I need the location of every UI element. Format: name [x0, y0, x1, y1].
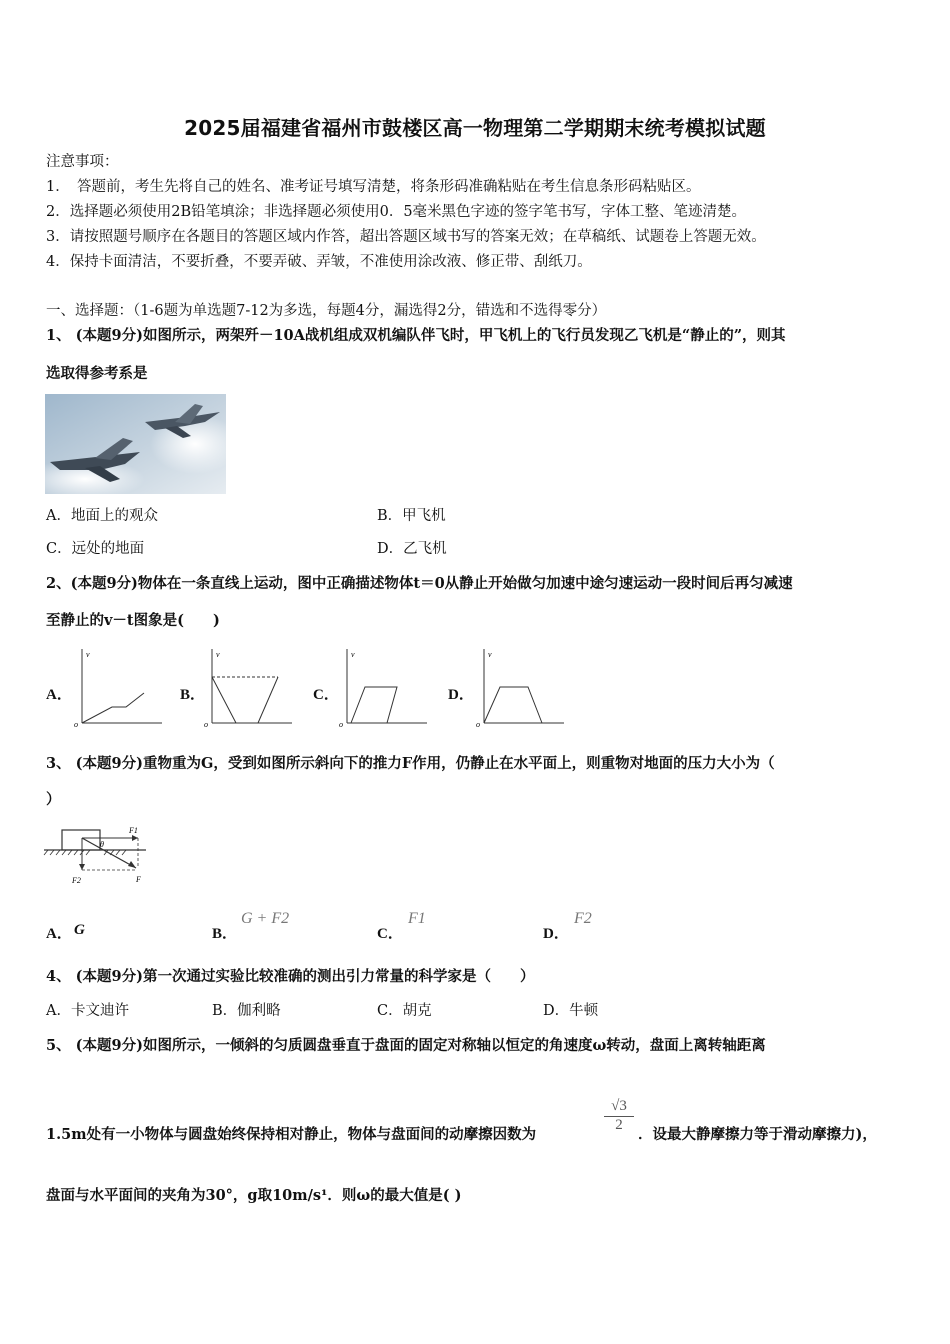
axis-o-label: o	[204, 720, 208, 729]
label-f2: F2	[72, 876, 81, 885]
q3-stem: 3、 (本题9分)重物重为G，受到如图所示斜向下的推力F作用，仍静止在水平面上，则重物对地面的压力大小为（	[46, 755, 775, 772]
q3-label-c: C．	[377, 926, 403, 942]
q4-option-d: D．牛顿	[543, 1003, 599, 1019]
notice-item: 1． 答题前，考生先将自己的姓名、准考证号填写清楚，将条形码准确粘贴在考生信息条形码粘贴区。	[46, 179, 701, 195]
force-diagram	[42, 820, 152, 896]
q2-graph-b	[200, 645, 300, 734]
axis-o-label: o	[339, 720, 343, 729]
q2-stem-cont: 至静止的v－t图象是( )	[46, 612, 220, 629]
q3-label-d: D．	[543, 926, 569, 942]
jets-photo	[45, 394, 226, 494]
q4-option-a: A．卡文迪许	[46, 1003, 129, 1019]
label-f: F	[136, 875, 141, 884]
notice-heading: 注意事项：	[46, 154, 119, 170]
q3-stem-cont: ）	[46, 791, 61, 808]
label-f1: F1	[129, 826, 138, 835]
q4-stem: 4、 (本题9分)第一次通过实验比较准确的测出引力常量的科学家是（ ）	[46, 968, 535, 985]
q5-stem: 5、 (本题9分)如图所示，一倾斜的匀质圆盘垂直于盘面的固定对称轴以恒定的角速度ω转动，盘面上离转轴距离	[46, 1037, 766, 1054]
q3-option-c-value: F1	[408, 910, 426, 927]
friction-fraction	[604, 1098, 634, 1134]
q3-option-d-value: F2	[574, 910, 592, 927]
q2-graph-a	[70, 645, 170, 734]
fraction-numerator: √3	[604, 1098, 634, 1117]
q3-label-a: A．	[46, 926, 72, 942]
q4-option-c: C．胡克	[377, 1003, 432, 1019]
notice-item: 4．保持卡面清洁，不要折叠，不要弄破、弄皱，不准使用涂改液、修正带、刮纸刀。	[46, 254, 592, 270]
q1-stem: 1、 (本题9分)如图所示，两架歼－10A战机组成双机编队伴飞时，甲飞机上的飞行员发现乙飞机是“静止的”，则其	[46, 327, 786, 344]
notice-item: 2．选择题必须使用2B铅笔填涂；非选择题必须使用0．5毫米黑色字迹的签字笔书写，字体工整、笔迹清楚。	[46, 204, 747, 220]
fraction-denominator: 2	[615, 1117, 623, 1133]
q1-option-a: A．地面上的观众	[46, 508, 158, 524]
q3-option-b-value: G + F2	[241, 910, 290, 927]
q1-option-c: C．远处的地面	[46, 541, 145, 557]
section-heading: 一、选择题：（1-6题为单选题7-12为多选，每题4分，漏选得2分，错选和不选得零分）	[46, 303, 607, 319]
q5-stem-part2: ．设最大静摩擦力等于滑动摩擦力)，	[638, 1126, 877, 1143]
axis-v-label: v	[351, 650, 355, 659]
q2-graph-c	[335, 645, 435, 734]
q2-label-b: B．	[180, 687, 206, 703]
page-title: 2025届福建省福州市鼓楼区高一物理第二学期期末统考模拟试题	[184, 116, 766, 140]
q5-stem-part1: 1.5m处有一小物体与圆盘始终保持相对静止，物体与盘面间的动摩擦因数为	[46, 1126, 537, 1143]
q5-stem-cont: 盘面与水平面间的夹角为30°，g取10m/s¹．则ω的最大值是( )	[46, 1187, 462, 1204]
q3-label-b: B．	[212, 926, 238, 942]
q1-option-d: D．乙飞机	[377, 541, 447, 557]
axis-v-label: v	[488, 650, 492, 659]
q2-stem: 2、(本题9分)物体在一条直线上运动，图中正确描述物体t＝0从静止开始做匀加速中途匀速运动一段时间后再匀减速	[46, 575, 793, 592]
q1-option-b: B．甲飞机	[377, 508, 446, 524]
q2-label-d: D．	[448, 687, 474, 703]
axis-v-label: v	[86, 650, 90, 659]
q2-label-a: A．	[46, 687, 72, 703]
q2-label-c: C．	[313, 687, 339, 703]
q3-option-a-value: G	[74, 922, 85, 938]
q2-graph-d	[472, 645, 572, 734]
q4-option-b: B．伽利略	[212, 1003, 281, 1019]
q1-stem-cont: 选取得参考系是	[46, 365, 148, 382]
axis-o-label: o	[476, 720, 480, 729]
notice-item: 3．请按照题号顺序在各题目的答题区域内作答，超出答题区域书写的答案无效；在草稿纸、试题卷上答题无效。	[46, 229, 766, 245]
label-theta: θ	[100, 840, 104, 849]
axis-v-label: v	[216, 650, 220, 659]
axis-o-label: o	[74, 720, 78, 729]
